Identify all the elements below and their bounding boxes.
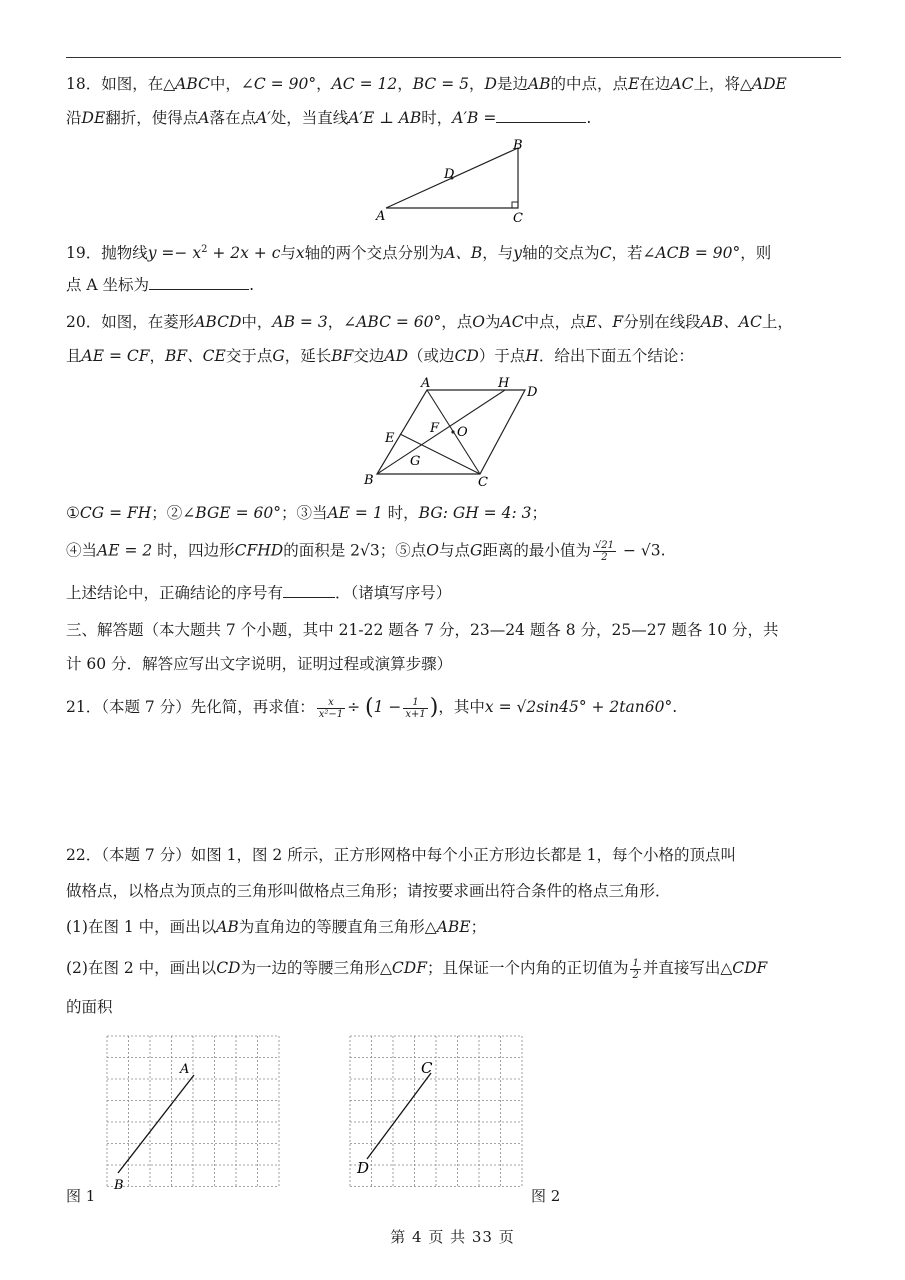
fraction-1-over-2: $\frac{1}{2}$	[632, 957, 639, 981]
section3-line1: 三、解答题（本大题共 7 个小题，其中 21-22 题各 7 分，23—24 题各 8 分，25—27 题各 10 分，共	[66, 621, 779, 639]
label-b: B	[513, 138, 523, 153]
q20-figure	[355, 372, 555, 492]
segment-cd	[367, 1073, 431, 1159]
section3-line2: 计 60 分．解答应写出文字说明，证明过程或演算步骤）	[66, 655, 453, 673]
label-g: G	[410, 454, 421, 469]
fraction-sqrt21-over-2: $\frac{√21}{2}$	[594, 540, 615, 563]
figure-2-label: 图 2	[531, 1187, 561, 1205]
q20-line1: 20．如图，在菱形ABCD中，AB = 3，∠ABC = 60°，点O为AC中点，点E、F分别在线段AB、AC上，	[66, 313, 793, 331]
q22-part1: (1)在图 1 中，画出以AB为直角边的等腰直角三角形△ABE；	[66, 918, 487, 936]
grid-lines	[107, 1036, 279, 1187]
q22-line2: 做格点，以格点为顶点的三角形叫做格点三角形；请按要求画出符合条件的格点三角形．	[66, 882, 671, 900]
q20-conclusions-2: ④当AE = 2 时，四边形CFHD的面积是 2√3；⑤点O与点G距离的最小值为 $\frac{√21}{2}$ − √3.	[66, 540, 666, 563]
q22-part2-end: 的面积	[66, 998, 113, 1016]
figure-1-label: 图 1	[66, 1187, 96, 1205]
rhombus-abcd	[377, 390, 525, 474]
q20-line2: 且AE = CF，BF、CE交于点G，延长BF交边AD（或边CD）于点H．给出下面五个结论：	[66, 347, 694, 365]
label-d: D	[527, 385, 538, 400]
q18-line1: 18．如图，在△ABC中，∠C = 90°，AC = 12，BC = 5，D是边AB的中点，点E在边AC上，将△ADE	[66, 75, 787, 93]
q20-answer-blank[interactable]	[283, 583, 335, 598]
q20-ask: 上述结论中，正确结论的序号有 ．（诸填写序号）	[66, 584, 452, 602]
label-b: B	[114, 1178, 124, 1193]
q22-part2: (2)在图 2 中，画出以CD为一边的等腰三角形△CDF；且保证一个内角的正切值为 $\frac{1}{2}$ 并直接写出△CDF	[66, 957, 768, 981]
right-paren: )	[429, 695, 439, 720]
q21-line: 21．（本题 7 分）先化简，再求值： $\frac{x}{\text{x²−1}}$ ÷ (1 − $\frac{1}{x+1}$ )，其中x = √2sin45° + 2tan60°.	[66, 695, 678, 720]
header-rule	[66, 57, 841, 58]
q18-figure	[370, 136, 540, 226]
q20-conclusions-1: ①CG = FH；②∠BGE = 60°；③当AE = 1 时，BG: GH = 4: 3；	[66, 504, 547, 522]
label-b: B	[364, 473, 374, 488]
q19-line2: 点 A 坐标为 .	[66, 276, 254, 294]
q19-line1: 19．抛物线$y =- x^2 + 2x + c$与x轴的两个交点分别为A、B，与y轴的交点为C，若∠ACB = 90°，则	[66, 244, 772, 263]
grid-figure-2	[349, 1035, 525, 1199]
fraction-x-over-x2-1: $\frac{x}{\text{x²−1}}$	[318, 696, 344, 720]
label-d: D	[444, 167, 455, 182]
point-o	[451, 430, 454, 433]
right-angle-mark	[512, 202, 518, 208]
q18-answer-blank[interactable]	[496, 108, 586, 123]
segment-ab	[118, 1075, 194, 1173]
q22-line1: 22．（本题 7 分）如图 1，图 2 所示，正方形网格中每个小正方形边长都是 1，每个小格的顶点叫	[66, 846, 736, 864]
label-a: A	[376, 209, 386, 224]
label-c: C	[421, 1059, 433, 1077]
label-c: C	[513, 211, 523, 226]
label-a: A	[180, 1062, 190, 1077]
grid-lines	[350, 1036, 522, 1187]
q18-line2: 沿DE翻折，使得点A落在点A′处，当直线A′E ⊥ AB时，A′B = .	[66, 109, 592, 127]
label-a: A	[421, 376, 431, 391]
q19-answer-blank[interactable]	[149, 275, 249, 290]
line-bh	[377, 390, 505, 474]
page-footer: 第 4 页 共 33 页	[390, 1228, 515, 1246]
label-d: D	[357, 1159, 370, 1177]
label-h: H	[498, 376, 510, 391]
fraction-1-over-x1: $\frac{1}{x+1}$	[405, 696, 426, 720]
label-o: O	[457, 425, 468, 440]
left-paren: (	[365, 695, 374, 720]
label-f: F	[430, 421, 440, 436]
label-e: E	[385, 431, 395, 446]
label-c: C	[478, 475, 488, 490]
grid-figure-1	[106, 1035, 282, 1199]
